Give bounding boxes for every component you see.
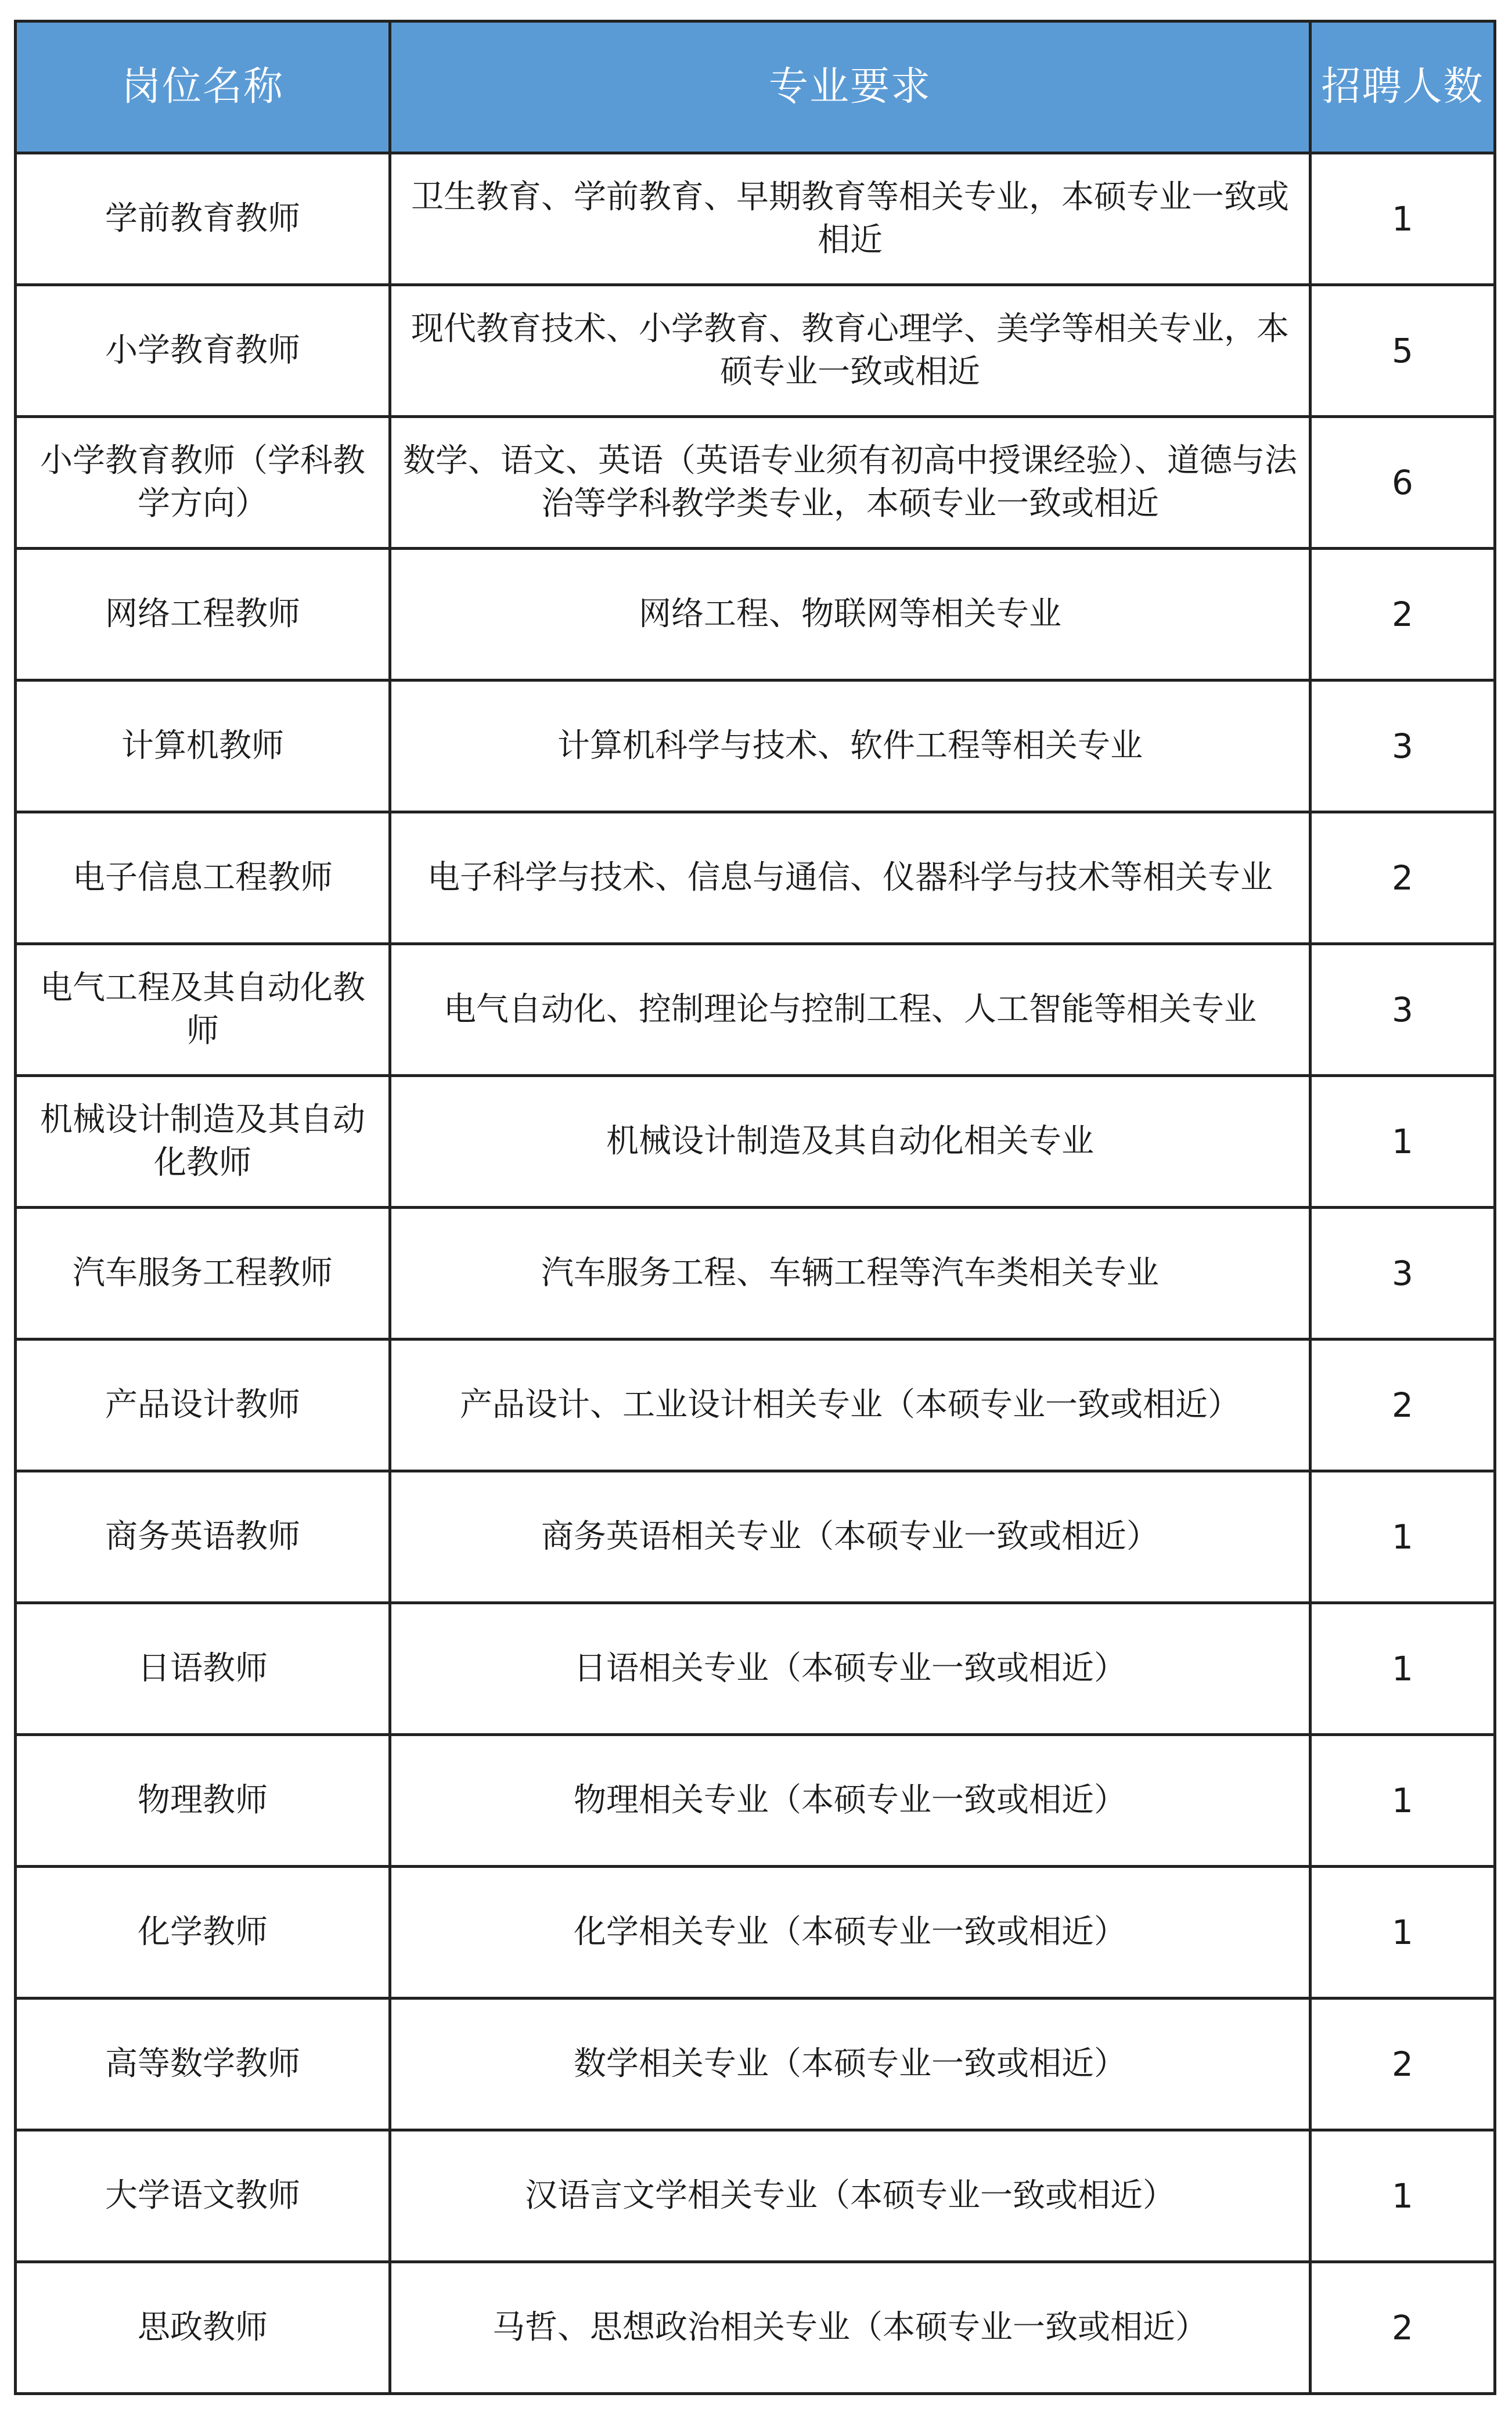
table-row [16, 1340, 1495, 1471]
requirement-cell: 商务英语相关专业（本硕专业一致或相近） [390, 1471, 1311, 1603]
position-cell: 大学语文教师 [16, 2130, 390, 2262]
count-cell: 2 [1311, 812, 1495, 944]
table-row [16, 2130, 1495, 2262]
position-cell: 化学教师 [16, 1867, 390, 1999]
position-cell: 机械设计制造及其自动化教师 [16, 1076, 390, 1208]
header-position: 岗位名称 [16, 21, 390, 153]
requirement-cell: 汽车服务工程、车辆工程等汽车类相关专业 [390, 1208, 1311, 1340]
table-row [16, 1208, 1495, 1340]
count-cell: 6 [1311, 417, 1495, 549]
count-cell: 1 [1311, 1603, 1495, 1735]
header-row [16, 21, 1495, 153]
table-row [16, 1867, 1495, 1999]
table-row [16, 680, 1495, 812]
position-cell: 计算机教师 [16, 680, 390, 812]
position-cell: 小学教育教师 [16, 285, 390, 417]
count-cell: 3 [1311, 1208, 1495, 1340]
position-cell: 电气工程及其自动化教师 [16, 944, 390, 1076]
recruitment-table-container [14, 20, 1493, 2395]
count-cell: 1 [1311, 153, 1495, 285]
position-cell: 网络工程教师 [16, 549, 390, 680]
requirement-cell: 产品设计、工业设计相关专业（本硕专业一致或相近） [390, 1340, 1311, 1471]
position-cell: 学前教育教师 [16, 153, 390, 285]
requirement-cell: 马哲、思想政治相关专业（本硕专业一致或相近） [390, 2262, 1311, 2394]
recruitment-table [14, 20, 1496, 2395]
position-cell: 高等数学教师 [16, 1999, 390, 2130]
position-cell: 电子信息工程教师 [16, 812, 390, 944]
requirement-cell: 现代教育技术、小学教育、教育心理学、美学等相关专业，本硕专业一致或相近 [390, 285, 1311, 417]
requirement-cell: 数学相关专业（本硕专业一致或相近） [390, 1999, 1311, 2130]
requirement-cell: 物理相关专业（本硕专业一致或相近） [390, 1735, 1311, 1867]
position-cell: 日语教师 [16, 1603, 390, 1735]
requirement-cell: 电气自动化、控制理论与控制工程、人工智能等相关专业 [390, 944, 1311, 1076]
table-row [16, 549, 1495, 680]
requirement-cell: 化学相关专业（本硕专业一致或相近） [390, 1867, 1311, 1999]
table-header [16, 21, 1495, 153]
position-cell: 商务英语教师 [16, 1471, 390, 1603]
position-cell: 物理教师 [16, 1735, 390, 1867]
table-row [16, 1471, 1495, 1603]
count-cell: 1 [1311, 1735, 1495, 1867]
count-cell: 3 [1311, 680, 1495, 812]
count-cell: 1 [1311, 1867, 1495, 1999]
count-cell: 2 [1311, 2262, 1495, 2394]
count-cell: 2 [1311, 1340, 1495, 1471]
count-cell: 1 [1311, 1076, 1495, 1208]
position-cell: 小学教育教师（学科教学方向） [16, 417, 390, 549]
table-row [16, 417, 1495, 549]
table-row [16, 944, 1495, 1076]
requirement-cell: 计算机科学与技术、软件工程等相关专业 [390, 680, 1311, 812]
count-cell: 1 [1311, 1471, 1495, 1603]
requirement-cell: 日语相关专业（本硕专业一致或相近） [390, 1603, 1311, 1735]
count-cell: 2 [1311, 1999, 1495, 2130]
requirement-cell: 汉语言文学相关专业（本硕专业一致或相近） [390, 2130, 1311, 2262]
table-body [16, 153, 1495, 2394]
table-row [16, 812, 1495, 944]
count-cell: 1 [1311, 2130, 1495, 2262]
position-cell: 汽车服务工程教师 [16, 1208, 390, 1340]
table-row [16, 2262, 1495, 2394]
count-cell: 5 [1311, 285, 1495, 417]
position-cell: 思政教师 [16, 2262, 390, 2394]
header-requirement: 专业要求 [390, 21, 1311, 153]
position-cell: 产品设计教师 [16, 1340, 390, 1471]
table-row [16, 285, 1495, 417]
table-row [16, 1603, 1495, 1735]
count-cell: 3 [1311, 944, 1495, 1076]
table-row [16, 1999, 1495, 2130]
count-cell: 2 [1311, 549, 1495, 680]
requirement-cell: 机械设计制造及其自动化相关专业 [390, 1076, 1311, 1208]
table-row [16, 153, 1495, 285]
requirement-cell: 卫生教育、学前教育、早期教育等相关专业，本硕专业一致或相近 [390, 153, 1311, 285]
table-row [16, 1076, 1495, 1208]
requirement-cell: 网络工程、物联网等相关专业 [390, 549, 1311, 680]
table-row [16, 1735, 1495, 1867]
header-count: 招聘人数 [1311, 21, 1495, 153]
requirement-cell: 数学、语文、英语（英语专业须有初高中授课经验）、道德与法治等学科教学类专业，本硕专业一致或相近 [390, 417, 1311, 549]
requirement-cell: 电子科学与技术、信息与通信、仪器科学与技术等相关专业 [390, 812, 1311, 944]
